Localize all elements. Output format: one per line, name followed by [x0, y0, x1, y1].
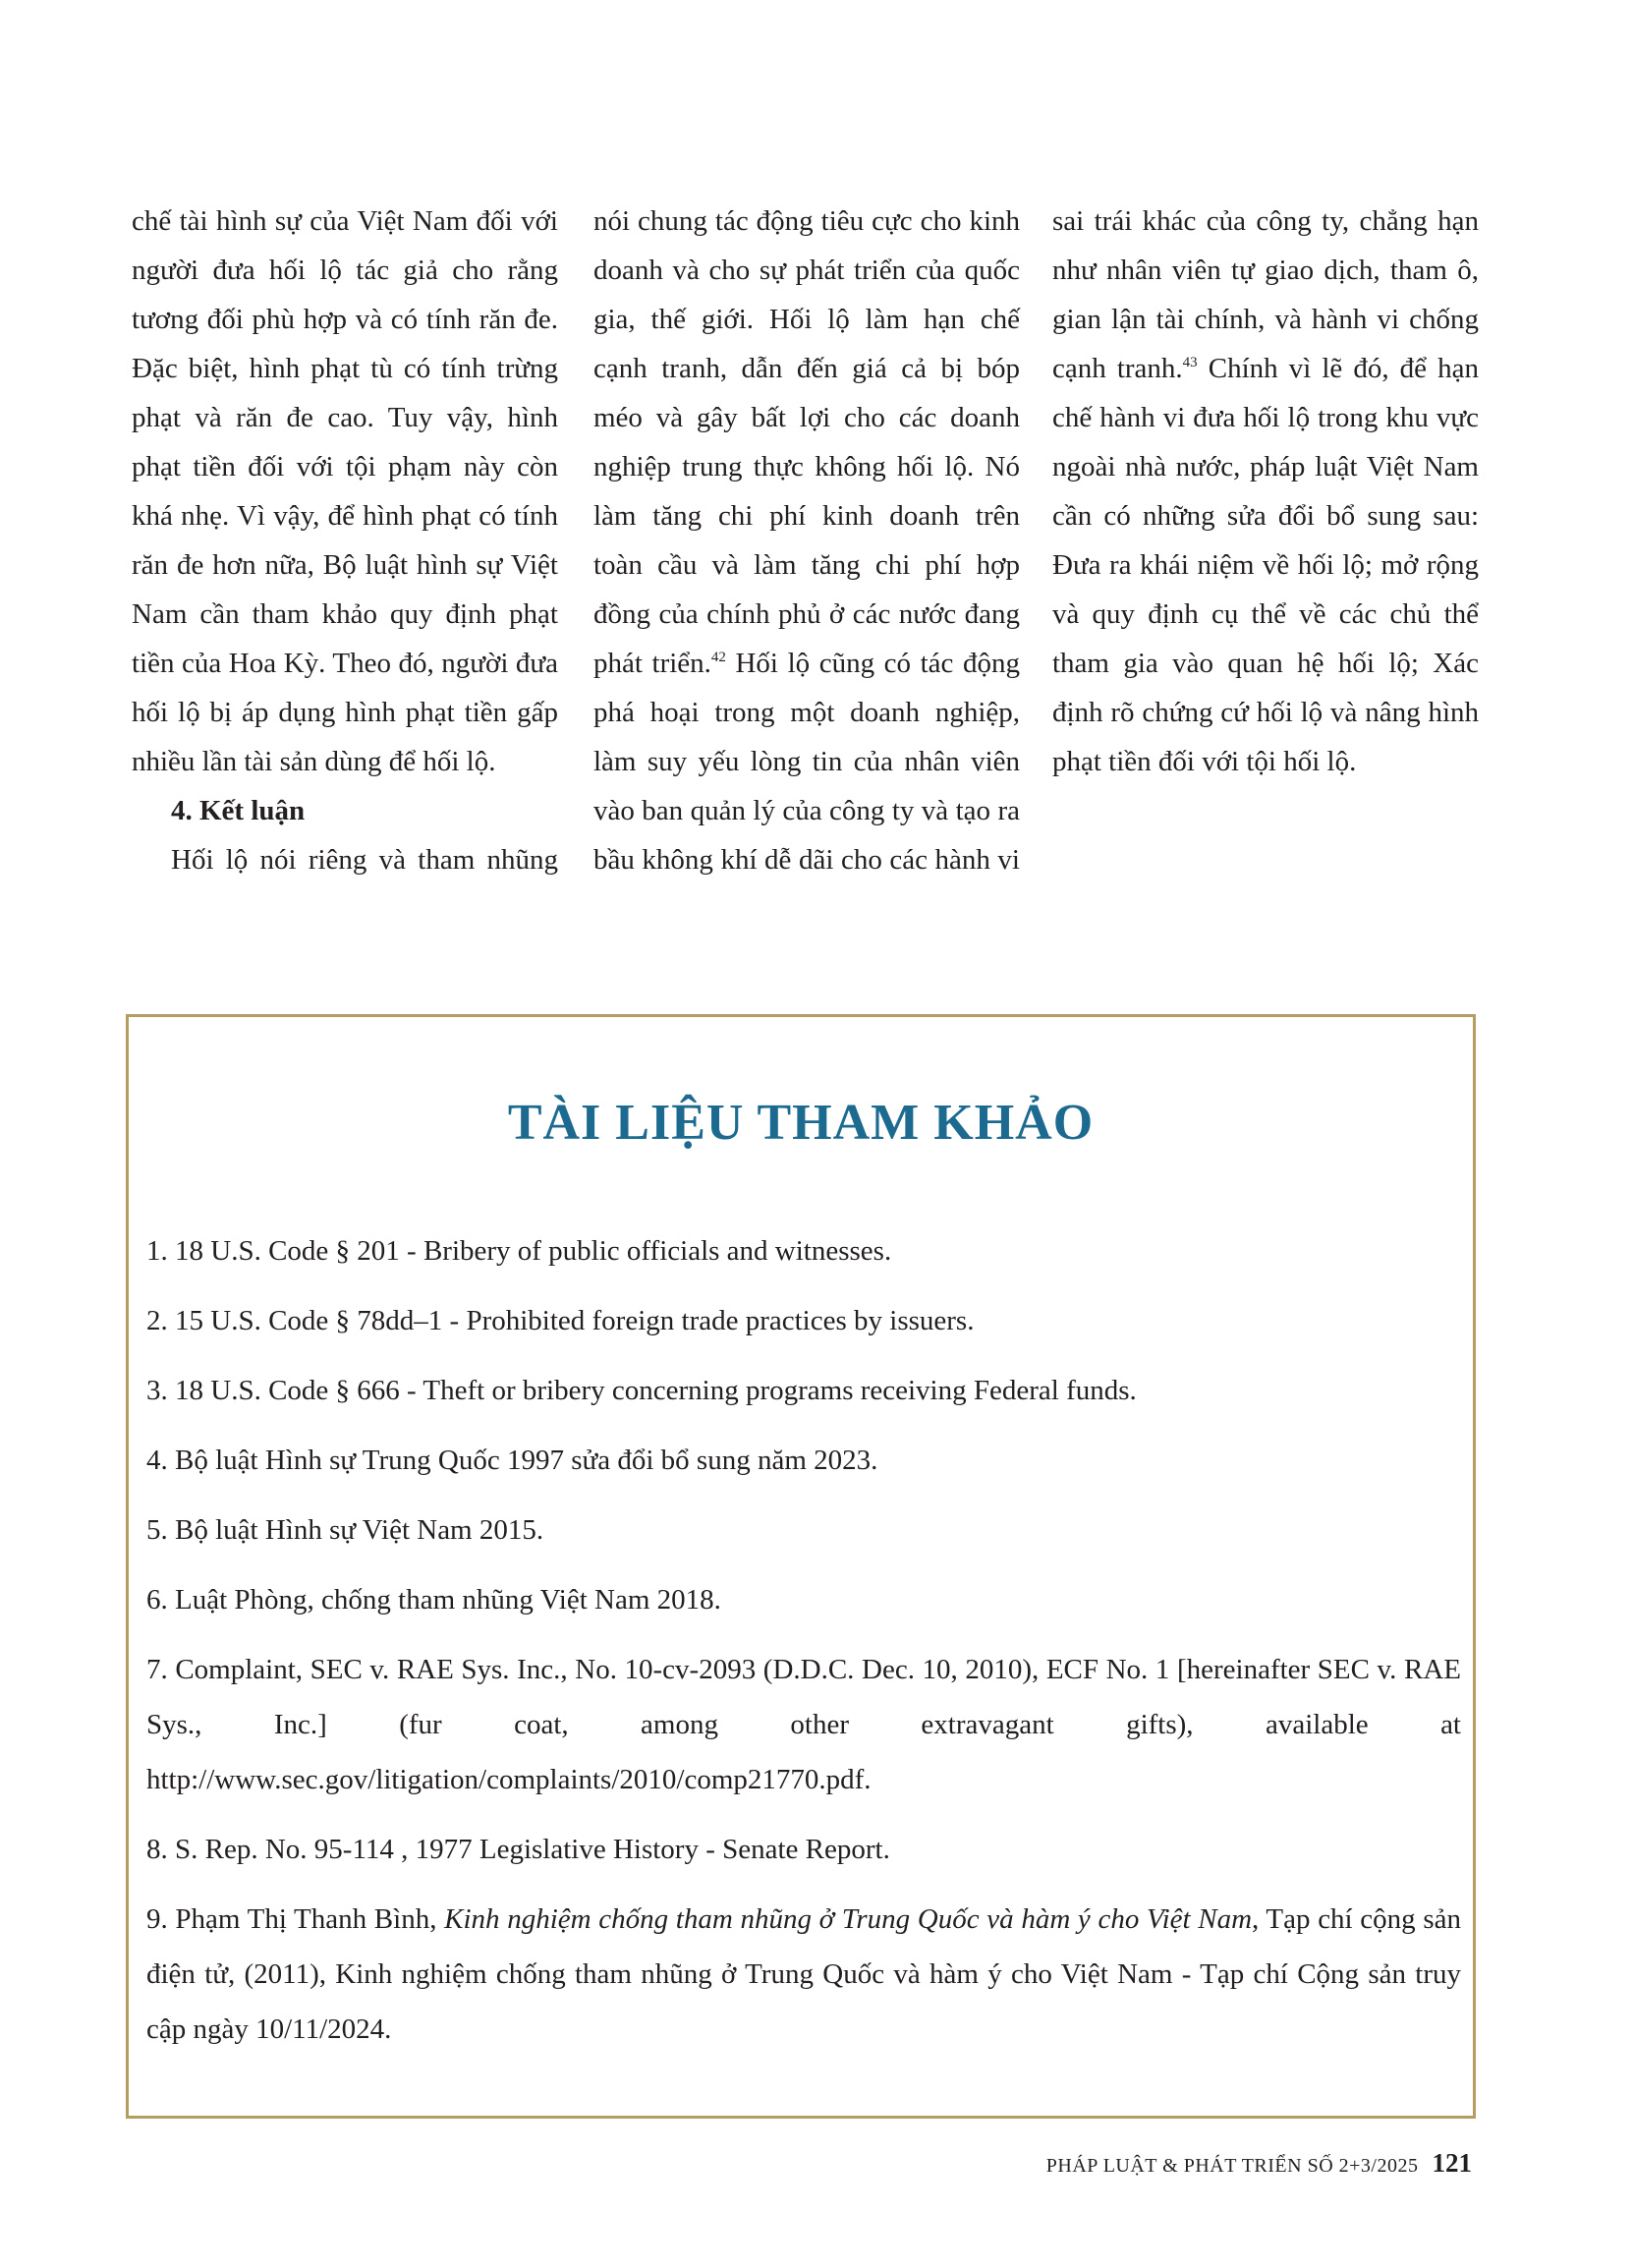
- footnote-marker: 43: [1182, 355, 1198, 370]
- paragraph-text: Hối lộ cũng có tác động phá hoại trong một doanh nghiệp, làm suy yếu lòng tin của nhân viên vào ban quản lý của công ty và tạo ra bầu không khí dễ dãi cho các hành vi: [593, 648, 1020, 876]
- page-footer: [1046, 2148, 1472, 2179]
- reference-title-italic: Kinh nghiệm chống tham nhũng ở Trung Quốc và hàm ý cho Việt Nam: [444, 1903, 1253, 1935]
- paragraph-text: Chính vì lẽ đó, để hạn chế hành vi đưa hối lộ trong khu vực ngoài nhà nước, pháp luật Việt Nam cần có những sửa đổi bổ sung sau: Đưa ra khái niệm về hối lộ; mở rộng và quy định cụ thể về các chủ thể tham gia vào quan hệ hối lộ; Xác định rõ chứng cứ hối lộ và nâng hình phạt tiền đối với tội hối lộ.: [1052, 353, 1479, 777]
- text-column-2: [593, 197, 1020, 884]
- reference-item: 3. 18 U.S. Code § 666 - Theft or bribery concerning programs receiving Federal funds.: [146, 1375, 1137, 1406]
- paragraph: chế tài hình sự của Việt Nam đối với người đưa hối lộ tác giả cho rằng tương đối phù hợp và có tính răn đe. Đặc biệt, hình phạt tù có tính trừng phạt và răn đe cao. Tuy vậy, hình phạt tiền đối với tội phạm này còn khá nhẹ. Vì vậy, để hình phạt có tính răn đe hơn nữa, Bộ luật hình sự Việt Nam cần tham khảo quy định phạt tiền của Hoa Kỳ. Theo đó, người đưa hối lộ bị áp dụng hình phạt tiền gấp nhiều lần tài sản dùng để hối lộ.: [132, 205, 558, 777]
- reference-item: 4. Bộ luật Hình sự Trung Quốc 1997 sửa đổi bổ sung năm 2023.: [146, 1445, 878, 1476]
- references-list: [146, 1223, 1461, 2071]
- page-number: 121: [1432, 2148, 1472, 2178]
- text-column-3: [1052, 197, 1479, 786]
- footnote-marker: 42: [710, 650, 726, 665]
- reference-item: 2. 15 U.S. Code § 78dd–1 - Prohibited foreign trade practices by issuers.: [146, 1305, 975, 1336]
- references-box: [126, 1014, 1476, 2119]
- paragraph: Hối lộ nói riêng và tham nhũng: [171, 844, 558, 876]
- reference-item: [146, 1892, 1461, 2057]
- reference-item: 6. Luật Phòng, chống tham nhũng Việt Nam 2018.: [146, 1584, 721, 1616]
- paragraph-text: nói chung tác động tiêu cực cho kinh doanh và cho sự phát triển của quốc gia, thế giới. Hối lộ làm hạn chế cạnh tranh, dẫn đến giá cả bị bóp méo và gây bất lợi cho các doanh nghiệp trung thực không hối lộ. Nó làm tăng chi phí kinh doanh trên toàn cầu và làm tăng chi phí hợp đồng của chính phủ ở các nước đang phát triển.: [593, 205, 1020, 679]
- reference-item: 5. Bộ luật Hình sự Việt Nam 2015.: [146, 1514, 544, 1546]
- reference-text: 9. Phạm Thị Thanh Bình,: [146, 1903, 445, 1935]
- reference-item: 1. 18 U.S. Code § 201 - Bribery of public officials and witnesses.: [146, 1235, 892, 1267]
- paragraph: [593, 197, 1020, 884]
- references-title: TÀI LIỆU THAM KHẢO: [507, 1095, 1095, 1151]
- reference-item: 7. Complaint, SEC v. RAE Sys. Inc., No. 10-cv-2093 (D.D.C. Dec. 10, 2010), ECF No. 1 [hereinafter SEC v. RAE Sys., Inc.] (fur coat, among other extravagant gifts), available at http://www.sec.gov/litigation/complaints/2010/comp21770.pdf.: [146, 1654, 1461, 1795]
- section-heading: 4. Kết luận: [171, 795, 306, 826]
- reference-text: , Tạp chí cộng sản điện tử, (2011), Kinh nghiệm chống tham nhũng ở Trung Quốc và hàm ý cho Việt Nam - Tạp chí Cộng sản truy cập ngày 10/11/2024.: [146, 1903, 1461, 2045]
- text-column-1: [132, 197, 558, 884]
- reference-item: 8. S. Rep. No. 95-114 , 1977 Legislative History - Senate Report.: [146, 1834, 890, 1865]
- journal-name: PHÁP LUẬT & PHÁT TRIỂN SỐ 2+3/2025: [1045, 2155, 1419, 2177]
- paragraph: [1052, 197, 1479, 786]
- paragraph-text: sai trái khác của công ty, chẳng hạn như nhân viên tự giao dịch, tham ô, gian lận tài chính, và hành vi chống cạnh tranh.: [1052, 205, 1479, 384]
